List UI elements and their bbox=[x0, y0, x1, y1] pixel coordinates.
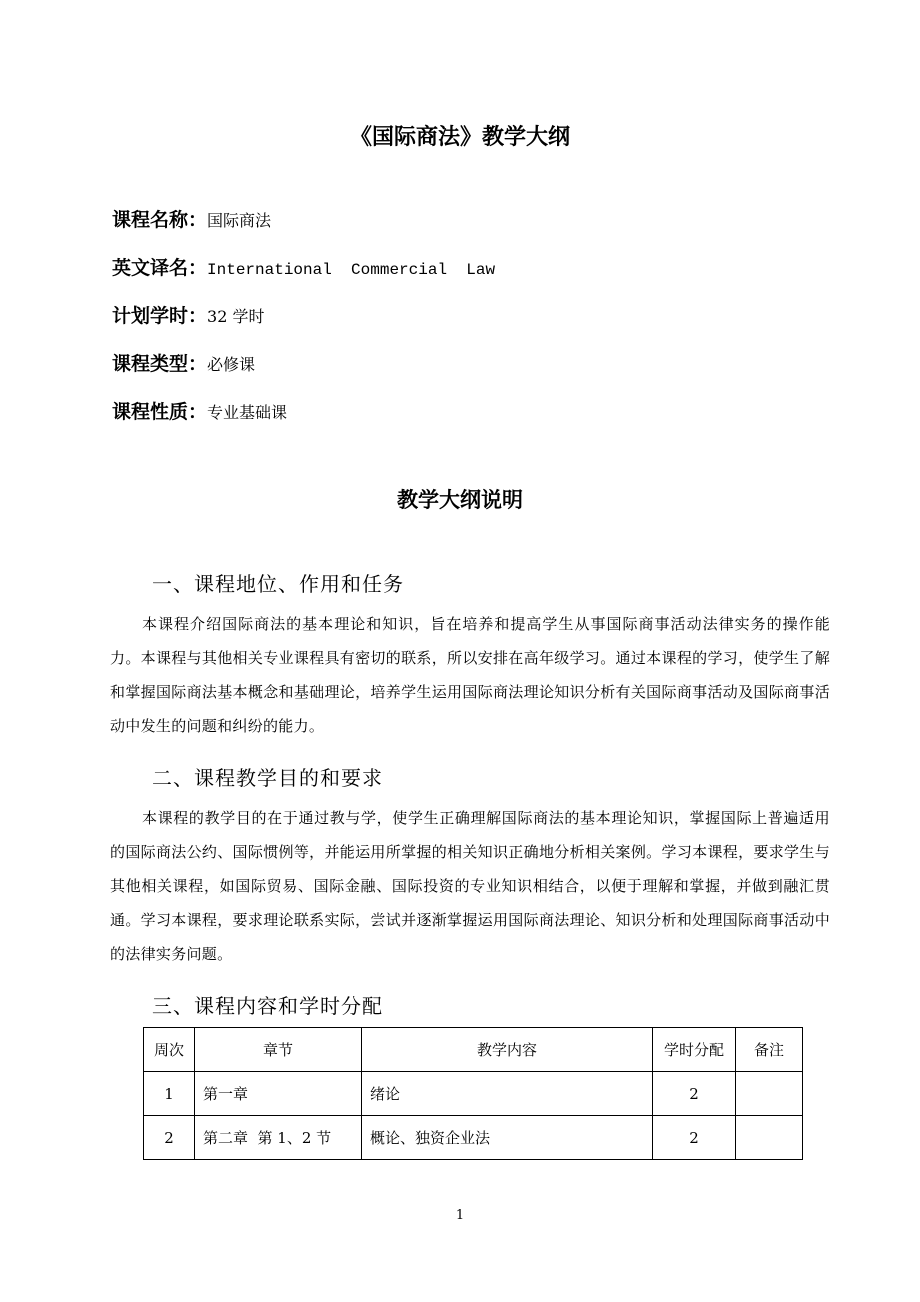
field-course-name bbox=[112, 205, 271, 237]
table-row bbox=[144, 1072, 803, 1116]
field-label: 课程性质： bbox=[112, 401, 208, 423]
field-planned-hours bbox=[112, 301, 264, 333]
document-title: 《国际商法》教学大纲 bbox=[349, 125, 570, 150]
cell-content: 绪论 bbox=[362, 1072, 653, 1116]
header-week: 周次 bbox=[144, 1028, 195, 1072]
cell-chapter: 第一章 bbox=[195, 1072, 362, 1116]
field-course-type bbox=[112, 349, 255, 381]
table-row bbox=[144, 1116, 803, 1160]
field-course-nature bbox=[112, 397, 287, 429]
header-notes: 备注 bbox=[736, 1028, 803, 1072]
cell-content: 概论、独资企业法 bbox=[362, 1116, 653, 1160]
field-value: 国际商法 bbox=[207, 211, 272, 230]
field-label: 课程类型： bbox=[112, 353, 208, 375]
table-header-row bbox=[144, 1028, 803, 1072]
section-title: 教学大纲说明 bbox=[397, 488, 523, 512]
section-heading: 二、课程教学目的和要求 bbox=[152, 766, 383, 790]
section-heading: 三、课程内容和学时分配 bbox=[152, 994, 383, 1018]
header-chapter: 章节 bbox=[195, 1028, 362, 1072]
cell-notes bbox=[736, 1072, 803, 1116]
field-value: 32 学时 bbox=[207, 307, 265, 326]
page-number: 1 bbox=[455, 1208, 465, 1223]
field-value: 专业基础课 bbox=[207, 403, 288, 422]
section-heading: 一、课程地位、作用和任务 bbox=[152, 572, 404, 596]
field-label: 计划学时： bbox=[112, 305, 208, 327]
field-label: 课程名称： bbox=[112, 209, 208, 231]
cell-week: 2 bbox=[144, 1116, 195, 1160]
field-value: 必修课 bbox=[207, 355, 256, 374]
cell-hours: 2 bbox=[653, 1116, 736, 1160]
header-content: 教学内容 bbox=[362, 1028, 653, 1072]
cell-notes bbox=[736, 1116, 803, 1160]
cell-hours: 2 bbox=[653, 1072, 736, 1116]
header-hours: 学时分配 bbox=[653, 1028, 736, 1072]
schedule-table bbox=[143, 1027, 803, 1160]
field-label: 英文译名： bbox=[112, 257, 208, 279]
cell-chapter: 第二章 第 1、2 节 bbox=[195, 1116, 362, 1160]
field-value: International Commercial Law bbox=[207, 261, 496, 279]
field-english-name bbox=[112, 253, 495, 285]
cell-week: 1 bbox=[144, 1072, 195, 1116]
section-body: 本课程介绍国际商法的基本理论和知识，旨在培养和提高学生从事国际商事活动法律实务的操作能力。本课程与其他相关专业课程具有密切的联系，所以安排在高年级学习。通过本课程的学习，使学生了解和掌握国际商法基本概念和基础理论，培养学生运用国际商法理论知识分析有关国际商事活动及国际商事活动中发生的问题和纠纷的能力。 bbox=[110, 615, 830, 735]
section-body: 本课程的教学目的在于通过教与学，使学生正确理解国际商法的基本理论知识，掌握国际上普遍适用的国际商法公约、国际惯例等，并能运用所掌握的相关知识正确地分析相关案例。学习本课程，要求学生与其他相关课程，如国际贸易、国际金融、国际投资的专业知识相结合，以便于理解和掌握，并做到融汇贯通。学习本课程，要求理论联系实际，尝试并逐渐掌握运用国际商法理论、知识分析和处理国际商事活动中的法律实务问题。 bbox=[110, 809, 830, 963]
